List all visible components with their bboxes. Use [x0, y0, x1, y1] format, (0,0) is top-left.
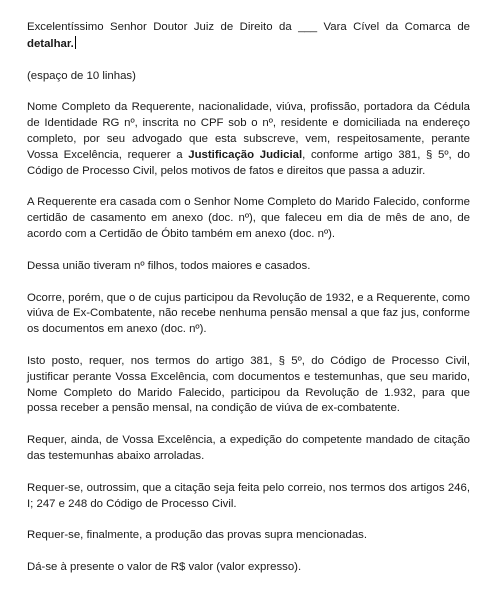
petition-document	[27, 20, 470, 592]
salutation-text: Excelentíssimo Senhor Doutor Juiz de Direito da ___ Vara Cível da Comarca de	[27, 21, 470, 33]
paragraph-children: Dessa união tiveram nº filhos, todos maiores e casados.	[27, 259, 311, 272]
paragraph-case-value: Dá-se à presente o valor de R$ valor (valor expresso).	[27, 561, 302, 574]
paragraph-evidence: Requer-se, finalmente, a produção das provas supra mencionadas.	[27, 529, 368, 542]
intro-text-start: Nome Completo da Requerente, nacionalidade, viúva, profissão, portadora da Cédula de Identidade RG nº, inscrita no CPF sob o nº, residente e domiciliada na endereço completo, por seu advogado que esta subscreve, vem, respeitosamente, perante Vossa Excelência, requerer a	[27, 101, 470, 161]
intro-text-end: , conforme artigo 381, § 5º, do Código de Processo Civil, pelos motivos de fatos e direitos que passa a aduzir.	[27, 148, 470, 177]
intro-paragraph	[27, 100, 470, 179]
paragraph-mail-citation: Requer-se, outrossim, que a citação seja feita pelo correio, nos termos dos artigos 246, I; 247 e 248 do Código de Processo Civil.	[27, 481, 470, 510]
paragraph-citation-warrant: Requer, ainda, de Vossa Excelência, a expedição do competente mandado de citação das testemunhas abaixo arroladas.	[27, 434, 470, 462]
paragraph-request: Isto posto, requer, nos termos do artigo 381, § 5º, do Código de Processo Civil, justificar perante Vossa Excelência, com documentos e testemunhas, que seu marido, Nome Completo do Marido Falecido, participou da Revolução de 1.932, para que possa receber a pensão mensal, na condição de viúva de ex-combatente.	[27, 354, 470, 415]
justification-title: Justificação Judicial	[188, 148, 303, 161]
salutation	[27, 20, 470, 53]
spacing-note: (espaço de 10 linhas)	[27, 69, 136, 82]
paragraph-revolution: Ocorre, porém, que o de cujus participou da Revolução de 1932, e a Requerente, como viúva de Ex-Combatente, não recebe nenhuma pensão mensal a que faz jus, conforme os documentos em anexo (doc. nº).	[27, 291, 470, 336]
salutation-county: detalhar.	[27, 37, 74, 50]
text-cursor	[75, 36, 76, 49]
paragraph-marriage: A Requerente era casada com o Senhor Nome Completo do Marido Falecido, conforme certidão de casamento em anexo (doc. nº), que faleceu em dia de mês de ano, de acordo com a Certidão de Óbito também em anexo (doc. nº).	[27, 196, 470, 240]
